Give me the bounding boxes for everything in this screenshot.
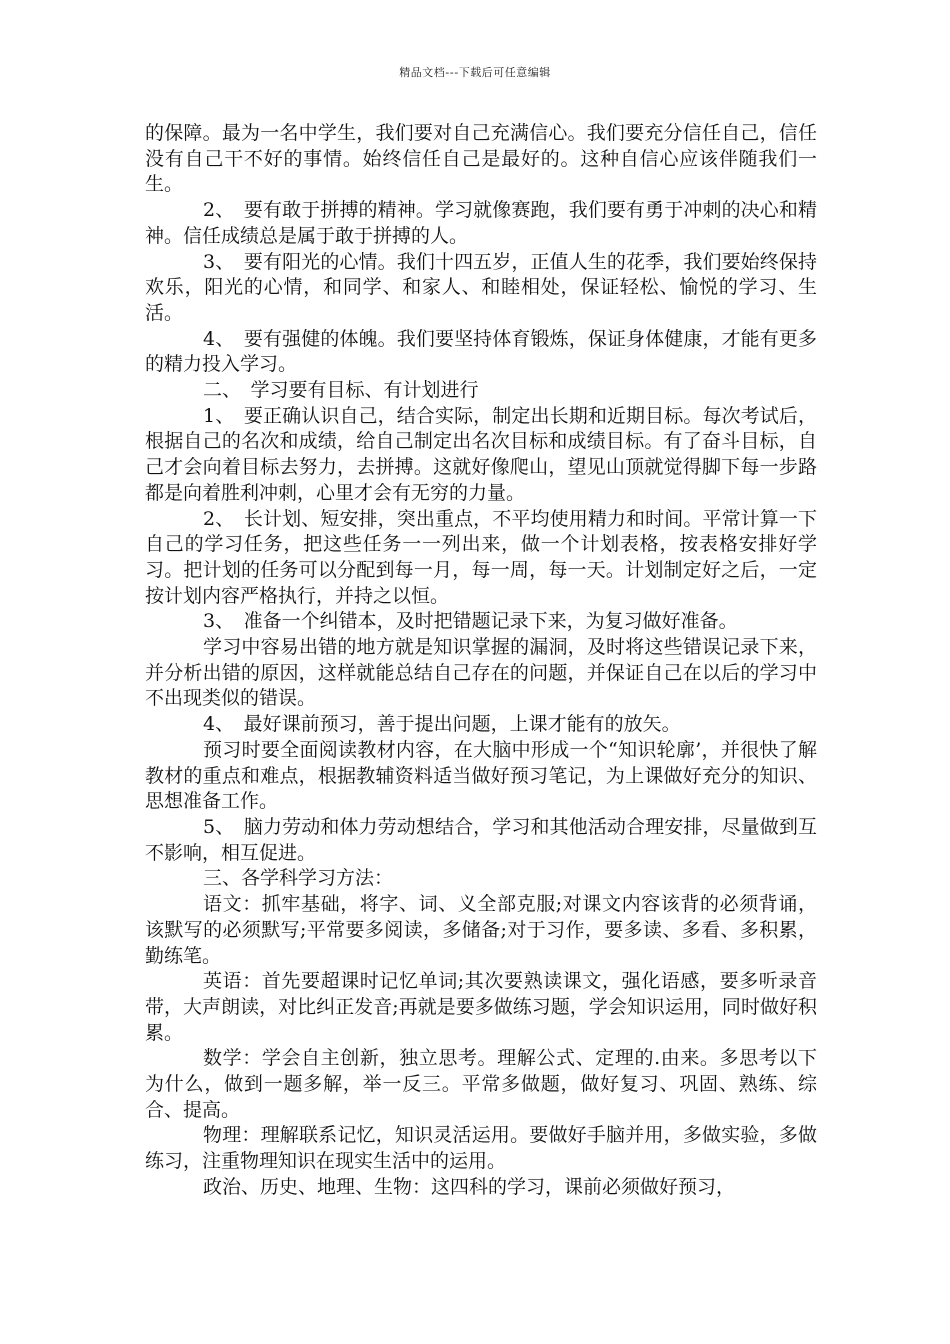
paragraph: 3、 准备一个纠错本，及时把错题记录下来，为复习做好准备。 (203, 610, 738, 633)
paragraph: 4、 要有强健的体魄。我们要坚持体育锻炼，保证身体健康，才能有更多的精力投入学习。 (145, 327, 817, 376)
paragraph: 三、各学科学习方法： (203, 867, 394, 890)
paragraph: 4、 最好课前预习，善于提出问题，上课才能有的放矢。 (203, 713, 681, 736)
paragraph: 二、 学习要有目标、有计划进行 (203, 379, 479, 402)
paragraph: 英语：首先要超课时记忆单词;其次要熟读课文，强化语感，要多听录音带，大声朗读，对比纠正发音;再就是要多做练习题，学会知识运用，同时做好积累。 (145, 970, 817, 1044)
paragraph: 预习时要全面阅读教材内容，在大脑中形成一个“知识轮廓’，并很快了解教材的重点和难点，根据教辅资料适当做好预习笔记，为上课做好充分的知识、思想准备工作。 (145, 738, 817, 813)
paragraph: 5、 脑力劳动和体力劳动想结合，学习和其他活动合理安排，尽量做到互不影响，相互促进。 (145, 815, 817, 864)
paragraph: 数学：学会自主创新，独立思考。理解公式、定理的.由来。多思考以下为什么，做到一题多解，举一反三。平常多做题，做好复习、巩固、熟练、综合、提高。 (145, 1047, 817, 1121)
paragraph: 的保障。最为一名中学生，我们要对自己充满信心。我们要充分信任自己，信任没有自己干不好的事情。始终信任自己是最好的。这种自信心应该伴随我们一生。 (145, 122, 817, 196)
paragraph: 3、 要有阳光的心情。我们十四五岁，正值人生的花季，我们要始终保持欢乐，阳光的心情，和同学、和家人、和睦相处，保证轻松、愉悦的学习、生活。 (145, 250, 817, 324)
document-body (145, 121, 817, 1201)
paragraph: 1、 要正确认识自己，结合实际，制定出长期和近期目标。每次考试后，根据自己的名次和成绩，给自己制定出名次目标和成绩目标。有了奋斗目标，自己才会向着目标去努力，去拼搏。这就好像爬山，望见山顶就觉得脚下每一步路都是向着胜利冲刺，心里才会有无穷的力量。 (145, 404, 817, 504)
page-header: 精品文档---下载后可任意编辑 (399, 66, 551, 79)
paragraph: 物理：理解联系记忆，知识灵活运用。要做好手脑并用，多做实验，多做练习，注重物理知识在现实生活中的运用。 (145, 1124, 817, 1173)
paragraph: 学习中容易出错的地方就是知识掌握的漏洞，及时将这些错误记录下来，并分析出错的原因，这样就能总结自己存在的问题，并保证自己在以后的学习中不出现类似的错误。 (145, 636, 817, 710)
paragraph: 政治、历史、地理、生物：这四科的学习，课前必须做好预习， (203, 1175, 736, 1198)
paragraph: 2、 长计划、短安排，突出重点，不平均使用精力和时间。平常计算一下自己的学习任务，把这些任务一一列出来，做一个计划表格，按表格安排好学习。把计划的任务可以分配到每一月，每一周，每一天。计划制定好之后，一定按计划内容严格执行，并持之以恒。 (145, 507, 817, 607)
paragraph: 语文：抓牢基础，将字、词、义全部克服;对课文内容该背的必须背诵，该默写的必须默写;平常要多阅读，多储备;对于习作，要多读、多看、多积累，勤练笔。 (145, 893, 817, 967)
paragraph: 2、 要有敢于拼搏的精神。学习就像赛跑，我们要有勇于冲刺的决心和精神。信任成绩总是属于敢于拼搏的人。 (145, 199, 817, 247)
